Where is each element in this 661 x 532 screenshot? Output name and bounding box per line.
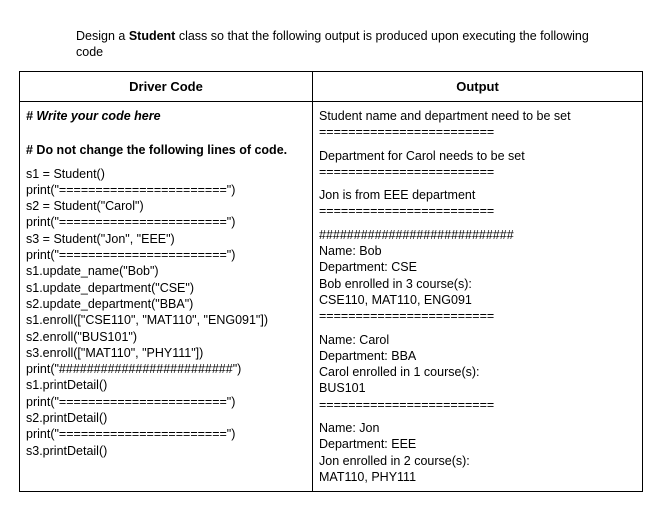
- do-not-change-comment: # Do not change the following lines of code.: [26, 143, 288, 158]
- output-line: BUS101: [319, 381, 366, 396]
- output-line: Name: Jon: [319, 421, 380, 436]
- output-line: Bob enrolled in 3 course(s):: [319, 276, 472, 291]
- code-line: s3.enroll(["MAT110", "PHY111"]): [26, 345, 204, 360]
- driver-code-header: Driver Code: [20, 72, 313, 102]
- output-line: MAT110, PHY111: [319, 469, 417, 484]
- output-separator: ========================: [319, 309, 495, 324]
- output-separator: ========================: [319, 204, 495, 219]
- code-line: print("======================="): [26, 182, 236, 197]
- code-line: s1.update_department("CSE"): [26, 280, 194, 295]
- output-line: Department: EEE: [319, 437, 417, 452]
- code-line: print("======================="): [26, 427, 236, 442]
- output-line: Name: Carol: [319, 332, 390, 347]
- output-line: Name: Bob: [319, 244, 382, 259]
- write-code-comment: # Write your code here: [26, 109, 161, 123]
- output-separator: ========================: [319, 125, 495, 140]
- code-line: s3.printDetail(): [26, 443, 108, 458]
- output-line: CSE110, MAT110, ENG091: [319, 292, 472, 307]
- output-separator: ========================: [319, 164, 495, 179]
- output-cell: [313, 102, 643, 492]
- code-line: s3 = Student("Jon", "EEE"): [26, 231, 175, 246]
- code-line: print("======================="): [26, 215, 236, 230]
- code-line: s2.printDetail(): [26, 411, 108, 426]
- output-line: Department: BBA: [319, 348, 417, 363]
- code-line: s2 = Student("Carol"): [26, 199, 144, 214]
- code-line: s1 = Student(): [26, 166, 105, 181]
- output-line: Department for Carol needs to be set: [319, 148, 525, 163]
- output-line: Carol enrolled in 1 course(s):: [319, 365, 480, 380]
- code-line: s1.enroll(["CSE110", "MAT110", "ENG091"]): [26, 313, 268, 328]
- output-header: Output: [313, 72, 643, 102]
- intro-suffix: class so that the following output is produced upon executing the following code: [76, 29, 589, 59]
- output-line: Student name and department need to be set: [319, 109, 571, 123]
- code-line: print("======================="): [26, 248, 236, 263]
- output-hash-line: ############################: [319, 227, 514, 242]
- output-separator: ========================: [319, 397, 495, 412]
- code-line: s2.enroll("BUS101"): [26, 329, 138, 344]
- output-line: Jon enrolled in 2 course(s):: [319, 453, 470, 468]
- code-line: print("#########################"): [26, 362, 242, 377]
- driver-code-cell: [20, 102, 313, 492]
- output-line: Jon is from EEE department: [319, 188, 476, 203]
- code-line: s2.update_department("BBA"): [26, 296, 194, 311]
- code-line: s1.update_name("Bob"): [26, 264, 159, 279]
- question-text: [76, 28, 616, 60]
- code-output-table: [19, 71, 643, 492]
- class-name: Student: [128, 29, 176, 43]
- code-line: print("======================="): [26, 394, 236, 409]
- code-line: s1.printDetail(): [26, 378, 108, 393]
- output-line: Department: CSE: [319, 260, 417, 275]
- intro-prefix: Design a: [76, 29, 129, 43]
